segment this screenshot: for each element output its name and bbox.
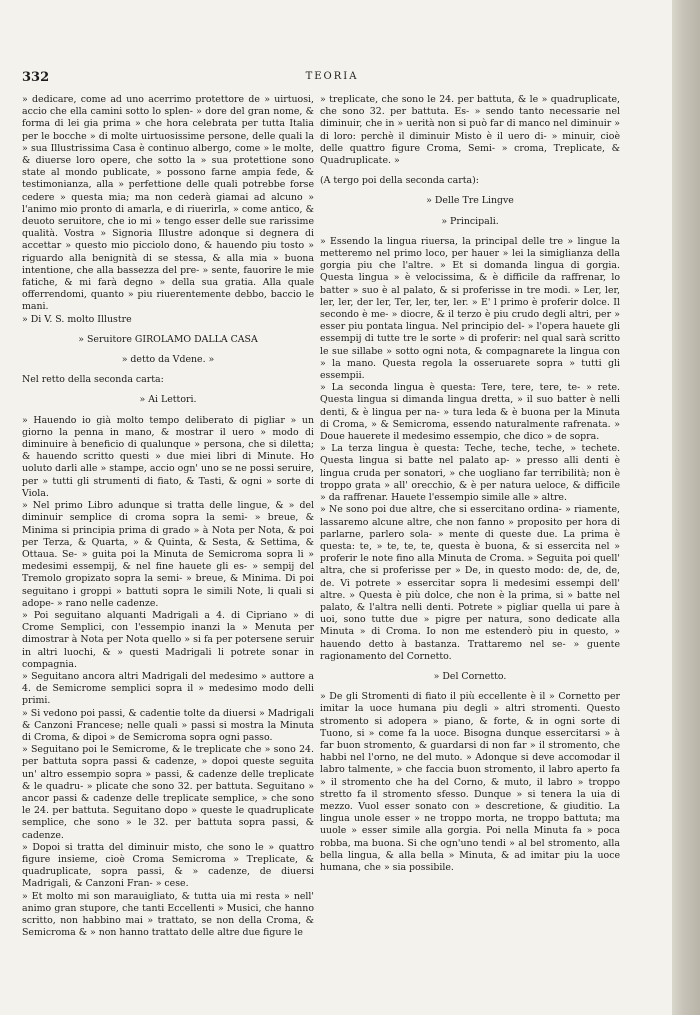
- paragraph: » Dopoi si tratta del diminuir misto, che sono le » quattro figure insieme, cioè Croma Semicroma » Treplicate, & quadruplicate, sopra passi, & » cadenze, de diuersi Madrigali, & Canzoni Fran- » cese.: [22, 841, 314, 890]
- running-head: [22, 70, 642, 86]
- paragraph: (A tergo poi della seconda carta):: [320, 175, 479, 187]
- paragraph: » Ne sono poi due altre, che si essercitano ordina- » riamente, lassaremo alcune altre, che non fanno » proposito per hora di parlarne, parlero sola- » mente di queste due. La prima è questa: te, » te, te, te, questa è buona, & si essercita nel » proferir le note fino alla Minuta de Croma. » Seguita poi quell' altra, che si proferisse per » De, in questo modo: de, de, de, de. Vi potrete » essercitar sopra li medesimi essempi dell' altre. » Questa è più dolce, che non è la prima, si » batte nel palato, & l'altra nelli denti. Potrete » pigliar quella ui pare à uoi, sono tutte due » pigre per natura, sono dedicate alla Minuta » di Croma. Io non me estenderò piu in questo, » hauendo detto à bastanza. Trattaremo nel se- » guente ragionamento del Cornetto.: [320, 504, 620, 662]
- paragraph: » Si vedono poi passi, & cadentie tolte da diuersi » Madrigali & Canzoni Francese; nelle quali » passi si mostra la Minuta di Croma, & dipoi » de Semicroma sopra ogni passo.: [22, 707, 314, 743]
- paragraph: » La terza lingua è questa: Teche, teche, teche, » techete. Questa lingua si batte nel palato ap- » presso alli denti è lingua cruda per sonatori, » che uogliano far terribilità; non è troppo grata » all' orecchio, & è per natura ueloce, & difficile » da raffrenar. Hauete l'essempio simile alle » altre.: [320, 443, 620, 504]
- paragraph: » detto da Vdene. »: [121, 354, 215, 366]
- paragraph: » Essendo la lingua riuersa, la principal delle tre » lingue la metteremo nel primo loco, per hauer » lei la simiglianza della gorgia piu che l'altre. » Et si domanda lingua di gorgia. Questa lingua » è velocissima, & è difficile da raffrenar, lo batter » suo è al palato, & si proferisse in tre modi. » Ler, ler, ler, ler, der ler, Ter, ler, ter, ler. » E' l primo è proferir dolce. Il secondo è me- » diocre, & il terzo è piu crudo degli altri, per » esser piu pontata lingua. Nel principio del- » l'opera hauete gli essempij di tutte tre le sorte » di proferir: nel qual sarà scritto le sue sillabe » sotto ogni nota, & compagnarete la lingua con » la mano. Questa regola la osseruarete sopra » tutti gli essempii.: [320, 235, 620, 382]
- paragraph: » Seruitore GIROLAMO DALLA CASA: [78, 333, 258, 345]
- page-number: 332: [22, 70, 50, 85]
- paragraph: » dedicare, come ad uno acerrimo protettore de » uirtuosi, accio che ella camini sotto lo splen- » dore del gran nome, & forma di lei gia prima » che hora celebrata per tutta Italia per le bocche » di molte uirtuosissime persone, delle quali la » sua Illustrissima Casa è continuo albergo, come » le molte, & diuerse loro opere, che sotto la » sua protettione sono state al mondo publicate, » possono farne ampia fede, & testimonianza, alla » perfettione delle quali potrebbe forse cedere » questa mia; ma non cederà giamai ad alcuno » l'animo mio pronto di amarla, e di riuerirla, » come antico, & deuoto seruitore, che io mi » tengo esser delle sue rarissime qualità. Vostra » Signoria Illustre adonque si degnera di accettar » questo mio picciolo dono, & hauendo piu tosto » riguardo alla benignità di se stessa, & alla mia » buona intentione, che alla bassezza del pre- » sente, fauorire le mie fatiche, & mi farà degno » della sua gratia. Alla quale offerrendomi, quanto » piu riuerentemente debbo, baccio le mani.: [22, 94, 314, 313]
- paragraph: » Seguitano poi le Semicrome, & le treplicate che » sono 24. per battuta sopra passi & cadenze, » dopoi queste seguita un' altro essempio sopra » passi, & cadenze delle treplicate & le quadru- » plicate che sono 32. per battuta. Seguitano » ancor passi & cadenze delle treplicate semplice, » che sono le 24. per battuta. Seguitano dopo » queste le quadruplicate semplice, che sono » le 32. per battuta sopra passi, & cadenze.: [22, 744, 314, 841]
- paragraph: » Et molto mi son marauigliato, & tutta uia mi resta » nell' animo gran stupore, che tanti Eccellenti » Musici, che hanno scritto, non habbino mai » trattato, se non della Croma, & Semicroma & » non hanno trattato delle altre due figure le: [22, 890, 314, 939]
- paragraph: » Hauendo io già molto tempo deliberato di pigliar » un giorno la penna in mano, & mostrar il uero » modo di diminuire à beneficio di qualunque » persona, che si diletta; & hauendo scritto questi » due miei libri di Minute. Ho uoluto darli alle » stampe, accio ogn' uno se ne possi seruire, per » tutti gli strumenti di fiato, & Tasti, & ogni » sorte di Viola.: [22, 414, 314, 499]
- paragraph: » Di V. S. molto Illustre: [22, 313, 132, 325]
- paragraph: » Ai Lettori.: [139, 394, 197, 406]
- paragraph: Nel retto della seconda carta:: [22, 374, 164, 386]
- paragraph: » Del Cornetto.: [433, 670, 507, 682]
- paragraph: » Poi seguitano alquanti Madrigali a 4. di Cipriano » di Crome Semplici, con l'essempio inanzi la » Menuta per dimostrar à Nota per Nota quello » si fa per potersene seruir in altri luochi, & » questi Madrigali li potrete sonar in compagnia.: [22, 609, 314, 670]
- paragraph: » De gli Stromenti di fiato il più eccellente è il » Cornetto per imitar la uoce humana piu degli » altri stromenti. Questo stromento si adopera » piano, & forte, & in ogni sorte di Tuono, si » come fa la uoce. Bisogna dunque essercitarsi » à far buon stromento, & guardarsi di non far » il stromento, che habbi nel l'orno, ne del muto. » Adonque si deve accomodar il labro talmente, » che faccia buon stromento, il labro aperto fa » il stromento che ha del Corno, & muto, il labro » troppo stretto fa il stromento sfesso. Dunque » si tenera la uia di mezzo. Vuol esser sonato con » descretione, & giuditio. La lingua unole esser » ne troppo morta, ne troppo battuta; ma uuole » esser simile alla gorgia. Poi nella Minuta fa » poca robba, ma buona. Si che ogn'uno tendi » al bel stromento, alla bella lingua, & alla bella » Minuta, & ad imitar piu la uoce humana, che » sia possibile.: [320, 691, 620, 873]
- paragraph: » La seconda lingua è questa: Tere, tere, tere, te- » rete. Questa lingua si dimanda lingua dretta, » il suo batter è nelli denti, & è lingua per na- » tura leda & è buona per la Minuta di Croma, » & Semicroma, essendo naturalmente rafrenata. » Doue hauerete il medesimo essempio, che dico » de sopra.: [320, 382, 620, 443]
- paragraph: » Seguitano ancora altri Madrigali del medesimo » auttore a 4. de Semicrome semplici sopra il » medesimo modo delli primi.: [22, 670, 314, 707]
- paragraph: » Nel primo Libro adunque si tratta delle lingue, & » del diminuir semplice di croma sopra la semi- » breue, & Minima si principia prima di grado » à Nota per Nota, & poi per Terza, & Quarta, » & Quinta, & Sesta, & Settima, & Ottaua. Se- » guita poi la Minuta de Semicroma sopra li » medesimi essempij, & nel fine hauete gli es- » sempij del Tremolo gropizato sopra la semi- » breue, & Minima. Di poi seguitano i groppi » battuti sopra le simili Note, li quali si adope- » rano nelle cadenze.: [22, 500, 314, 609]
- page-edge: [672, 0, 700, 1015]
- paragraph: » treplicate, che sono le 24. per battuta, & le » quadruplicate, che sono 32. per battuta. Es- » sendo tanto necessarie nel diminuir, che in » uerità non si può far di manco nel diminuir » di loro: perchè il diminuir Misto è il uero di- » minuir, cioè delle quattro figure Croma, Semi- » croma, Treplicate, & Quadruplicate. »: [320, 94, 620, 167]
- paragraph: » Principali.: [441, 215, 499, 227]
- running-head-title: TEORIA: [305, 71, 359, 82]
- right-column: [320, 94, 620, 874]
- left-column: [22, 94, 314, 939]
- paragraph: » Delle Tre Lingve: [426, 195, 514, 207]
